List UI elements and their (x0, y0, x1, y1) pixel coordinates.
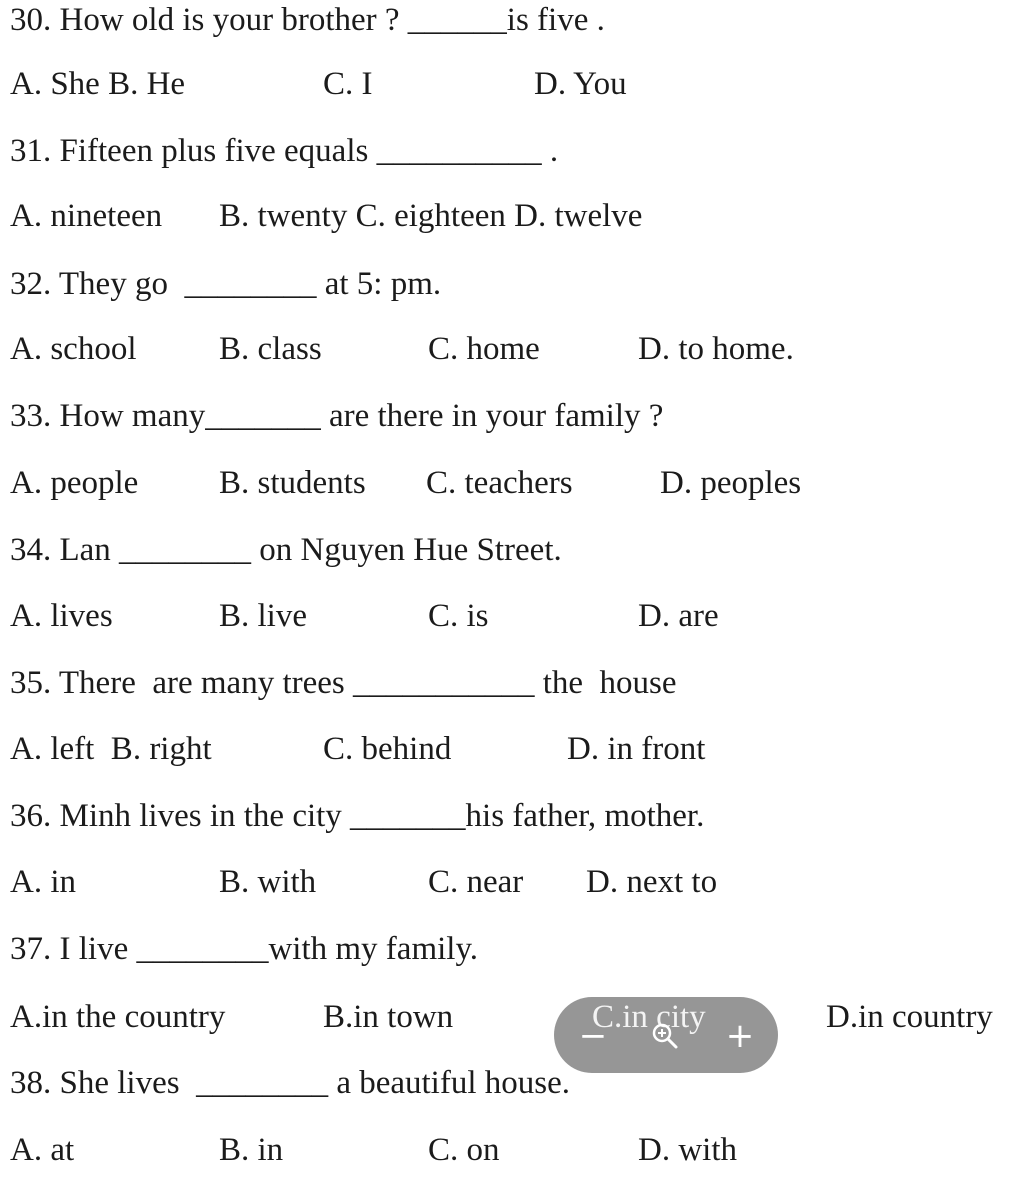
question-35-option-a-b: A. left B. right (10, 731, 212, 767)
question-31-stem: 31. Fifteen plus five equals __________ . (10, 133, 559, 169)
question-30-option-c: C. I (323, 66, 373, 102)
question-31-option-b-c-d: B. twenty C. eighteen D. twelve (219, 198, 643, 234)
question-33-option-c: C. teachers (426, 465, 573, 501)
question-38-option-a: A. at (10, 1132, 75, 1168)
question-34-option-d: D. are (638, 598, 719, 634)
question-30-option-a-b: A. She B. He (10, 66, 186, 102)
question-36-option-c: C. near (428, 864, 524, 900)
question-36-option-a: A. in (10, 864, 76, 900)
zoom-magnifier-icon[interactable] (651, 1022, 679, 1050)
question-31-option-a: A. nineteen (10, 198, 163, 234)
question-35-option-c: C. behind (323, 731, 452, 767)
question-37-option-d: D.in country (826, 999, 993, 1035)
question-34-stem: 34. Lan ________ on Nguyen Hue Street. (10, 532, 562, 568)
question-38-option-b: B. in (219, 1132, 284, 1168)
question-37-option-a: A.in the country (10, 999, 226, 1035)
question-32-option-d: D. to home. (638, 331, 794, 367)
question-33-option-b: B. students (219, 465, 366, 501)
question-35-stem: 35. There are many trees ___________ the house (10, 665, 677, 701)
question-30-option-d: D. You (534, 66, 627, 102)
question-32-option-a: A. school (10, 331, 137, 367)
question-34-option-a: A. lives (10, 598, 113, 634)
question-32-stem: 32. They go ________ at 5: pm. (10, 266, 442, 302)
question-36-option-b: B. with (219, 864, 317, 900)
question-32-option-b: B. class (219, 331, 322, 367)
question-30-stem: 30. How old is your brother ? ______is five . (10, 2, 605, 38)
question-38-option-d: D. with (638, 1132, 737, 1168)
question-37-option-c: C.in city (592, 999, 706, 1035)
question-36-option-d: D. next to (586, 864, 718, 900)
question-33-stem: 33. How many_______ are there in your family ? (10, 398, 664, 434)
question-33-option-a: A. people (10, 465, 139, 501)
question-35-option-d: D. in front (567, 731, 706, 767)
question-37-stem: 37. I live ________with my family. (10, 931, 479, 967)
question-32-option-c: C. home (428, 331, 540, 367)
question-33-option-d: D. peoples (660, 465, 802, 501)
question-34-option-b: B. live (219, 598, 307, 634)
question-37-option-b: B.in town (323, 999, 454, 1035)
question-34-option-c: C. is (428, 598, 489, 634)
zoom-in-button[interactable]: + (725, 1016, 755, 1056)
question-38-option-c: C. on (428, 1132, 500, 1168)
zoom-out-button[interactable]: − (578, 1016, 608, 1056)
question-36-stem: 36. Minh lives in the city _______his father, mother. (10, 798, 705, 834)
question-38-stem: 38. She lives ________ a beautiful house. (10, 1065, 571, 1101)
